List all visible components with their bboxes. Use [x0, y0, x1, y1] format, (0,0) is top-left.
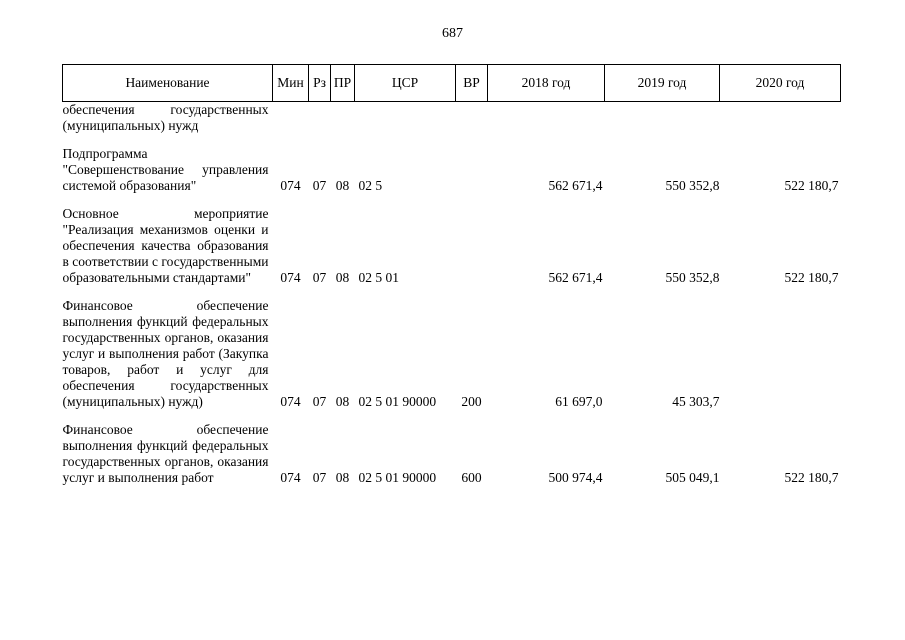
row-2018: 61 697,0	[555, 394, 603, 409]
row-2018: 562 671,4	[548, 178, 603, 193]
row-2018	[488, 102, 605, 135]
row-csr: 02 5	[358, 178, 383, 193]
row-name: Финансовое обеспечение выполнения функций федеральных государственных органов, оказания услуг и выполнения работ	[62, 422, 269, 485]
row-name: Финансовое обеспечение выполнения функций федеральных государственных органов, оказания услуг и выполнения работ (Закупка товаров, работ и услуг для обеспечения государственных (муниципальных) нужд)	[62, 298, 269, 409]
table-row	[63, 102, 841, 135]
page-number: 687	[442, 26, 463, 41]
row-pr: 08	[335, 394, 350, 409]
row-rz: 07	[312, 178, 327, 193]
row-csr: 02 5 01 90000	[358, 394, 437, 409]
row-vr	[456, 134, 488, 194]
header-name: Наименование	[63, 65, 273, 102]
row-csr	[355, 102, 456, 135]
row-2020: 522 180,7	[784, 470, 839, 485]
row-pr: 08	[335, 178, 350, 193]
header-pr: ПР	[331, 65, 355, 102]
table-row	[63, 194, 841, 286]
header-vr: ВР	[456, 65, 488, 102]
header-2020: 2020 год	[720, 65, 841, 102]
table-header	[63, 65, 841, 102]
row-min: 074	[280, 270, 301, 285]
row-min: 074	[280, 394, 301, 409]
row-2018: 562 671,4	[548, 270, 603, 285]
row-pr: 08	[335, 270, 350, 285]
header-csr: ЦСР	[355, 65, 456, 102]
row-rz	[309, 102, 331, 135]
row-min: 074	[280, 178, 301, 193]
budget-table	[62, 64, 841, 486]
row-pr	[331, 102, 355, 135]
row-vr: 200	[461, 394, 482, 409]
row-2020: 522 180,7	[784, 270, 839, 285]
row-csr: 02 5 01	[358, 270, 399, 285]
header-min: Мин	[273, 65, 309, 102]
row-vr	[456, 194, 488, 286]
row-rz: 07	[312, 394, 327, 409]
header-2018: 2018 год	[488, 65, 605, 102]
row-2018: 500 974,4	[548, 470, 603, 485]
row-name: Подпрограмма "Совершенствование управления системой образования"	[62, 146, 269, 193]
row-name: Основное мероприятие "Реализация механизмов оценки и обеспечения качества образования в соответствии с государственными образовательными стандартами"	[62, 206, 269, 285]
table-row	[63, 410, 841, 486]
row-2019: 550 352,8	[665, 178, 720, 193]
table-row	[63, 134, 841, 194]
row-rz: 07	[312, 270, 327, 285]
row-2020: 522 180,7	[784, 178, 839, 193]
row-min	[273, 102, 309, 135]
row-2020	[720, 286, 841, 410]
row-name: обеспечения государственных (муниципальных) нужд	[62, 102, 269, 133]
row-rz: 07	[312, 470, 327, 485]
row-vr: 600	[461, 470, 482, 485]
row-vr	[456, 102, 488, 135]
header-rz: Рз	[309, 65, 331, 102]
row-pr: 08	[335, 470, 350, 485]
row-2019: 45 303,7	[672, 394, 720, 409]
row-2019: 550 352,8	[665, 270, 720, 285]
row-2020	[720, 102, 841, 135]
row-2019	[605, 102, 720, 135]
header-2019: 2019 год	[605, 65, 720, 102]
table-row	[63, 286, 841, 410]
row-csr: 02 5 01 90000	[358, 470, 437, 485]
row-min: 074	[280, 470, 301, 485]
row-2019: 505 049,1	[665, 470, 720, 485]
table-body	[63, 102, 841, 487]
